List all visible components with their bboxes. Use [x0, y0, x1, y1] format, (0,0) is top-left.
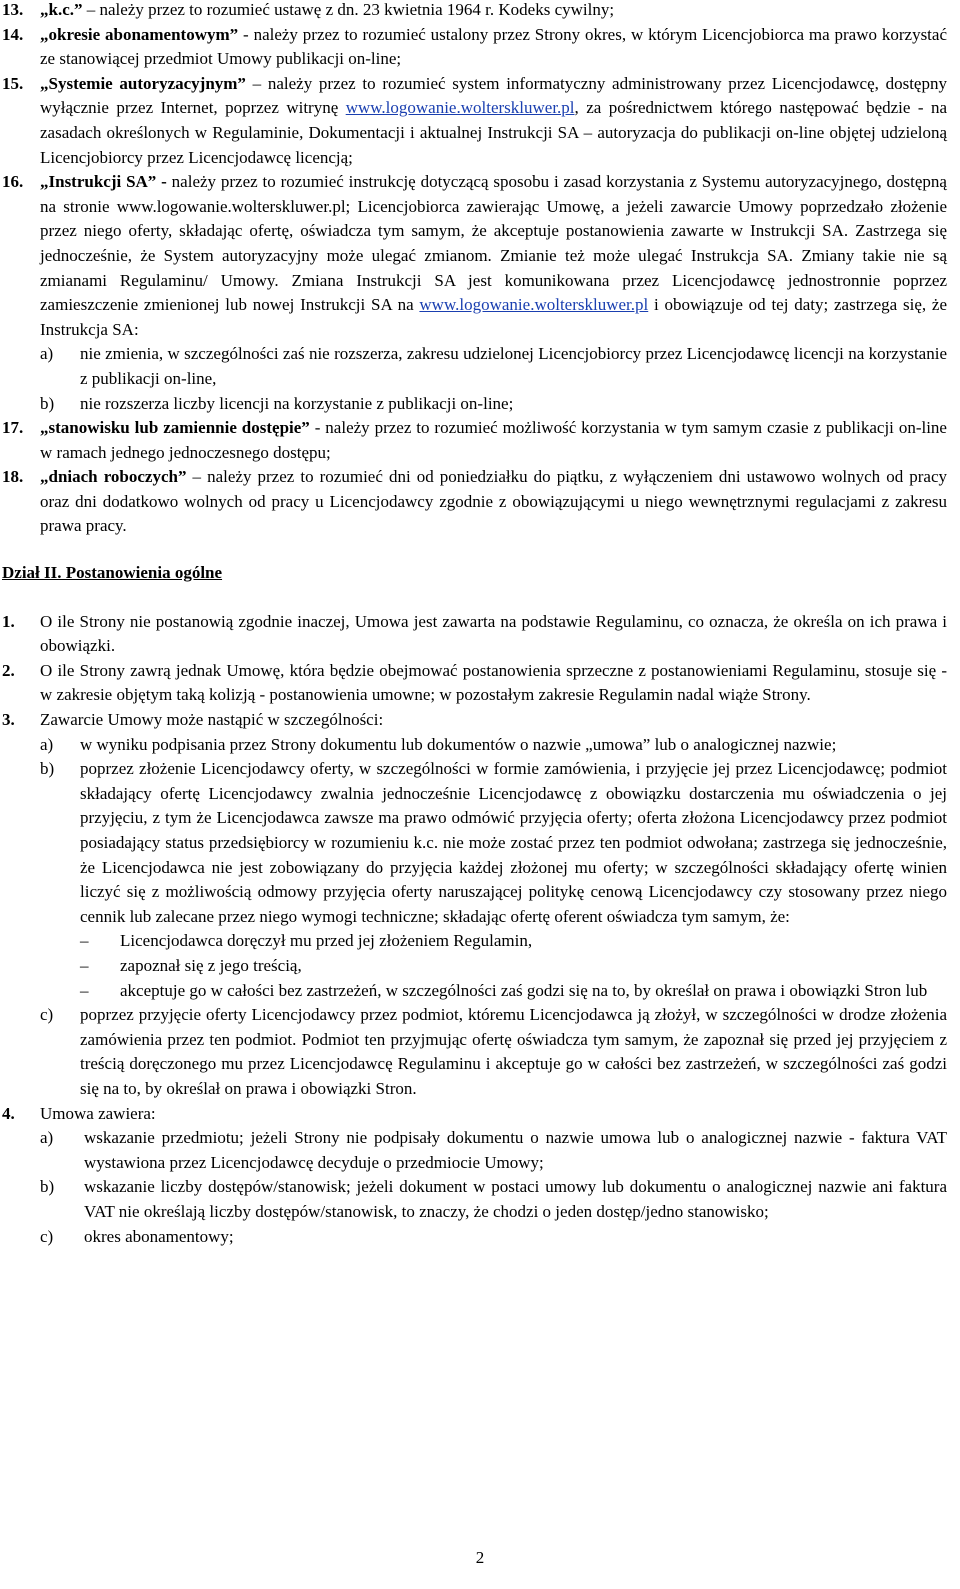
provision-number: 4.: [2, 1103, 15, 1123]
item-number: 17.: [2, 418, 24, 438]
dash-bullet: –: [80, 931, 89, 951]
item-body: [40, 0, 947, 23]
subitem-label: c): [40, 1005, 54, 1025]
item-text: – należy przez to rozumieć ustawę z dn. 23 kwietnia 1964 r. Kodeks cywilny;: [82, 0, 615, 19]
definition-item-15: [2, 72, 947, 170]
dash-item: [80, 929, 947, 954]
subitem-text: nie rozszerza liczby licencji na korzystanie z publikacji on-line;: [80, 393, 514, 413]
dash-text: akceptuje go w całości bez zastrzeżeń, w szczególności zaś godzi się na to, by określał on prawa i obowiązki Stron lub: [120, 980, 928, 1000]
provision-number: 1.: [2, 611, 15, 631]
defined-term: „k.c.”: [40, 0, 83, 19]
defined-term: „Systemie autoryzacyjnym”: [40, 73, 246, 93]
subitem-3a: [40, 733, 947, 758]
item-body: [40, 23, 947, 72]
subitem-text: wskazanie liczby dostępów/stanowisk; jeżeli dokument w postaci umowy lub dokumentu o analogicznej nazwie ani faktura VAT nie określają liczby dostępów/stanowisk, to znaczy, że chodzi o jeden dostęp/jedno stanowisko;: [84, 1177, 947, 1221]
item-text-continued: i obowiązuje od tej daty; zastrzega się, że Instrukcja SA:: [40, 295, 947, 339]
dash-bullet: –: [80, 980, 89, 1000]
dash-text: Licencjodawca doręczył mu przed jej złożeniem Regulamin,: [120, 931, 533, 951]
item-text-continued: , za pośrednictwem którego następować będzie - na zasadach określonych w Regulaminie, Dokumentacji i aktualnej Instrukcji SA – autoryzacja do publikacji on-line objętej udzieloną Licencjobiorcy przez Licencjodawcę licencją;: [40, 98, 947, 167]
item-number: 13.: [2, 0, 24, 19]
item-number: 16.: [2, 172, 24, 192]
provision-text: O ile Strony nie postanowią zgodnie inaczej, Umowa jest zawarta na podstawie Regulaminu, co oznacza, że określa on ich prawa i obowiązki.: [40, 611, 947, 656]
subitem-4a: [40, 1126, 947, 1175]
subitem-label: a): [40, 344, 54, 364]
provision-text: Umowa zawiera:: [40, 1103, 156, 1123]
item-body: [40, 416, 947, 465]
definition-item-18: [2, 465, 947, 539]
provision-number: 3.: [2, 710, 15, 730]
subitem-16a: [40, 342, 947, 391]
subitem-label: a): [40, 734, 54, 754]
logowanie-link[interactable]: www.logowanie.wolterskluwer.pl: [345, 98, 575, 118]
provision-1: [2, 610, 947, 659]
provision-3: [2, 708, 947, 733]
page-number: 2: [475, 1548, 485, 1567]
defined-term-suffix: -: [156, 172, 167, 192]
defined-term: „Instrukcji SA”: [40, 172, 157, 192]
item-text: - należy przez to rozumieć możliwość korzystania w tym samym czasie z publikacji on-line w ramach jednego jednoczesnego dostępu;: [40, 418, 947, 462]
item-text: – należy przez to rozumieć dni od poniedziałku do piątku, z wyłączeniem dni ustawowo wolnych od pracy oraz dni dodatkowo wolnych od pracy u Licencjodawcy zgodnie z obowiązującymi u niego wewnętrznymi regulacjami z zakresu prawa pracy.: [40, 467, 948, 536]
section-title: Dział II. Postanowienia ogólne: [2, 563, 223, 583]
page-content: [2, 0, 947, 1249]
subitem-label: a): [40, 1128, 54, 1148]
provision-text: Zawarcie Umowy może nastąpić w szczególności:: [40, 710, 384, 730]
subitem-text: nie zmienia, w szczególności zaś nie rozszerza, zakresu udzielonej Licencjobiorcy przez Licencjodawcę licencji na korzystanie z publikacji on-line,: [80, 344, 947, 388]
item-text: należy przez to rozumieć instrukcję dotyczącą sposobu i zasad korzystania z Systemu autoryzacyjnego, dostępną na stronie www.logowanie.wolterskluwer.pl; Licencjobiorca zawierając Umowę, a jeżeli zawarcie Umowy poprzedzało złożenie przez niego oferty, składając ofertę, oświadcza tym samym, że akceptuje postanowienia zawarte w Instrukcji SA. Zastrzega się jednocześnie, że System autoryzacyjny może ulegać zmianom. Zmianie też może ulegać Instrukcja SA. Zmiany takie nie są zmianami Regulaminu/ Umowy. Zmiana Instrukcji SA jest komunikowana przez Licencjodawcę jednostronnie poprzez zamieszczenie zmienionej lub nowej Instrukcji SA na: [40, 172, 947, 315]
defined-term: „stanowisku lub zamiennie dostępie”: [40, 418, 310, 438]
dash-text: zapoznał się z jego treścią,: [120, 955, 302, 975]
subitem-4c: [40, 1225, 947, 1250]
subitem-label: b): [40, 759, 55, 779]
item-number: 14.: [2, 24, 24, 44]
defined-term: „okresie abonamentowym”: [40, 24, 239, 44]
item-text: – należy przez to rozumieć system informatyczny administrowany przez Licencjodawcę, dostępny wyłącznie przez Internet, poprzez witrynę: [40, 73, 947, 118]
provision-number: 2.: [2, 660, 15, 680]
subitem-16b: [40, 392, 947, 417]
subitem-label: b): [40, 1177, 55, 1197]
provision-2: [2, 659, 947, 708]
subitem-label: c): [40, 1226, 54, 1246]
subitem-4b: [40, 1175, 947, 1224]
subitem-text: poprzez złożenie Licencjodawcy oferty, w szczególności w formie zamówienia, i przyjęcie jej przez Licencjodawcę; podmiot składający ofertę Licencjodawcy zwalnia jednocześnie Licencjodawcę z obowiązku dostarczenia mu oświadczenia o jej przyjęciu, z tym że Licencjodawca zawsze ma prawo odmówić przyjęcia oferty; oferta złożona Licencjodawcy przez podmiot posiadający status przedsiębiorcy w rozumieniu k.c. nie może zostać przez ten podmiot odwołana; zastrzega się jednocześnie, że Licencjodawca nie jest zobowiązany do przyjęcia każdej złożonej mu oferty; w szczególności składający ofertę winien liczyć się z możliwością odmowy przyjęcia oferty naruszającej politykę cenową Licencjodawcy czy stosowany przez niego cennik lub zalecane przez niego wymogi techniczne; składając ofertę oferent oświadcza tym samym, że:: [80, 759, 947, 926]
dash-item: [80, 954, 947, 979]
item-number: 18.: [2, 467, 24, 487]
item-body: [40, 72, 947, 170]
item-body: [40, 465, 947, 539]
item-body: [40, 170, 947, 342]
subitem-text: wskazanie przedmiotu; jeżeli Strony nie podpisały dokumentu o nazwie umowa lub o analogicznej nazwie - faktura VAT wystawiona przez Licencjodawcę decyduje o przedmiocie Umowy;: [84, 1128, 947, 1172]
item-text: - należy przez to rozumieć ustalony przez Strony okres, w którym Licencjobiorca ma prawo korzystać ze stanowiącej przedmiot Umowy publikacji on-line;: [40, 24, 947, 69]
definition-item-14: [2, 23, 947, 72]
subitem-text: okres abonamentowy;: [84, 1226, 234, 1246]
subitem-text: w wyniku podpisania przez Strony dokumentu lub dokumentów o nazwie „umowa” lub o analogicznej nazwie;: [80, 734, 837, 754]
subitem-text: poprzez przyjęcie oferty Licencjodawcy przez podmiot, któremu Licencjodawca ją złożył, w szczególności w drodze złożenia zamówienia przez ten podmiot. Podmiot ten przyjmując ofertę oświadcza tym samym, że zapoznał się przed jej przyjęciem z treścią doręczonego mu przez Licencjodawcę Regulaminu i akceptuje go w całości bez zastrzeżeń, w szczególności zaś godzi się na to, by określał on prawa i obowiązki Stron.: [80, 1005, 947, 1098]
subitem-3b: [40, 757, 947, 929]
definition-item-17: [2, 416, 947, 465]
logowanie-link[interactable]: www.logowanie.wolterskluwer.pl: [419, 295, 649, 315]
item-number: 15.: [2, 73, 24, 93]
subitem-label: b): [40, 393, 55, 413]
dash-item: [80, 979, 947, 1004]
definition-item-13: [2, 0, 947, 23]
provision-text: O ile Strony zawrą jednak Umowę, która będzie obejmować postanowienia sprzeczne z postanowieniami Regulaminu, stosuje się - w zakresie objętym taką kolizją - postanowienia umowne; w pozostałym zakresie Regulamin nadal wiąże Strony.: [40, 660, 947, 705]
provision-4: [2, 1102, 947, 1127]
defined-term: „dniach roboczych”: [40, 467, 187, 487]
subitem-3c: [40, 1003, 947, 1101]
definition-item-16: [2, 170, 947, 342]
dash-bullet: –: [80, 955, 89, 975]
